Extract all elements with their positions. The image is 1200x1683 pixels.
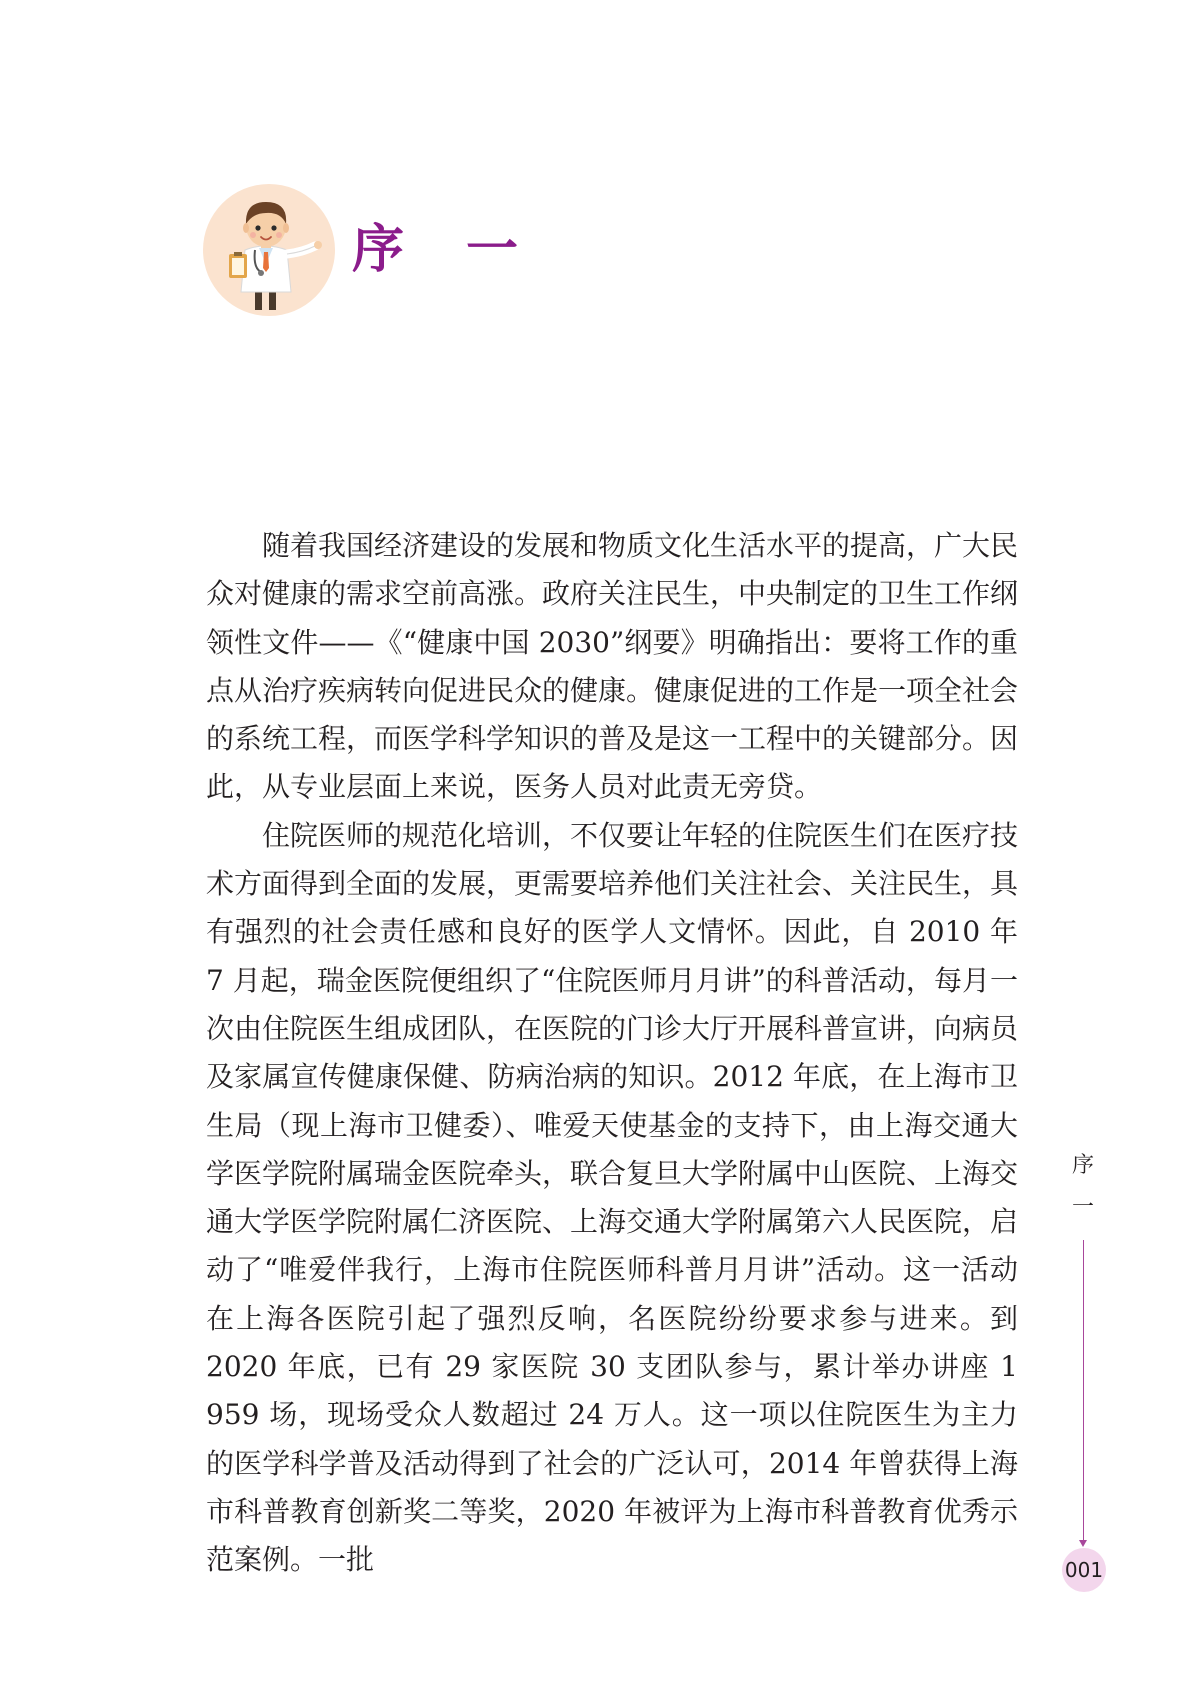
chapter-title [352,214,520,286]
chapter-title-char-2: 一 [466,219,521,280]
paragraph: 住院医师的规范化培训，不仅要让年轻的住院医生们在医疗技术方面得到全面的发展，更需要培养他们关注社会、关注民生，具有强烈的社会责任感和良好的医学人文情怀。因此，自 2010 年 7 月起，瑞金医院便组织了“住院医师月月讲”的科普活动，每月一次由住院医生组成团队，在医院的门诊大厅开展科普宣讲，向病员及家属宣传健康保健、防病治病的知识。2012 年底，在上海市卫生局（现上海市卫健委）、唯爱天使基金的支持下，由上海交通大学医学院附属瑞金医院牵头，联合复旦大学附属中山医院、上海交通大学医学院附属仁济医院、上海交通大学附属第六人民医院，启动了“唯爱伴我行，上海市住院医师科普月月讲”活动。这一活动在上海各医院引起了强烈反响，名医院纷纷要求参与进来。到 2020 年底，已有 29 家医院 30 支团队参与，累计举办讲座 1 959 场，现场受众人数超过 24 万人。这一项以住院医生为主力的医学科学普及活动得到了社会的广泛认可，2014 年曾获得上海市科普教育创新奖二等奖，2020 年被评为上海市科普教育优秀示范案例。一批 [206,818,1019,1577]
page-number: 001 [1062,1548,1106,1592]
chapter-title-char-1: 序 [352,219,407,280]
side-divider-line [1083,1240,1084,1544]
side-section-label-2: 一 [1071,1195,1094,1220]
paragraph: 随着我国经济建设的发展和物质文化生活水平的提高，广大民众对健康的需求空前高涨。政府关注民生，中央制定的卫生工作纲领性文件——《“健康中国 2030”纲要》明确指出：要将工作的重点从治疗疾病转向促进民众的健康。健康促进的工作是一项全社会的系统工程，而医学科学知识的普及是这一工程中的关键部分。因此，从专业层面上来说，医务人员对此责无旁贷。 [206,529,1019,804]
doctor-avatar-illustration [203,184,335,316]
body-text [206,522,1018,1585]
side-section-label: 序 [1071,1153,1094,1178]
doctor-cartoon-icon [203,184,335,316]
